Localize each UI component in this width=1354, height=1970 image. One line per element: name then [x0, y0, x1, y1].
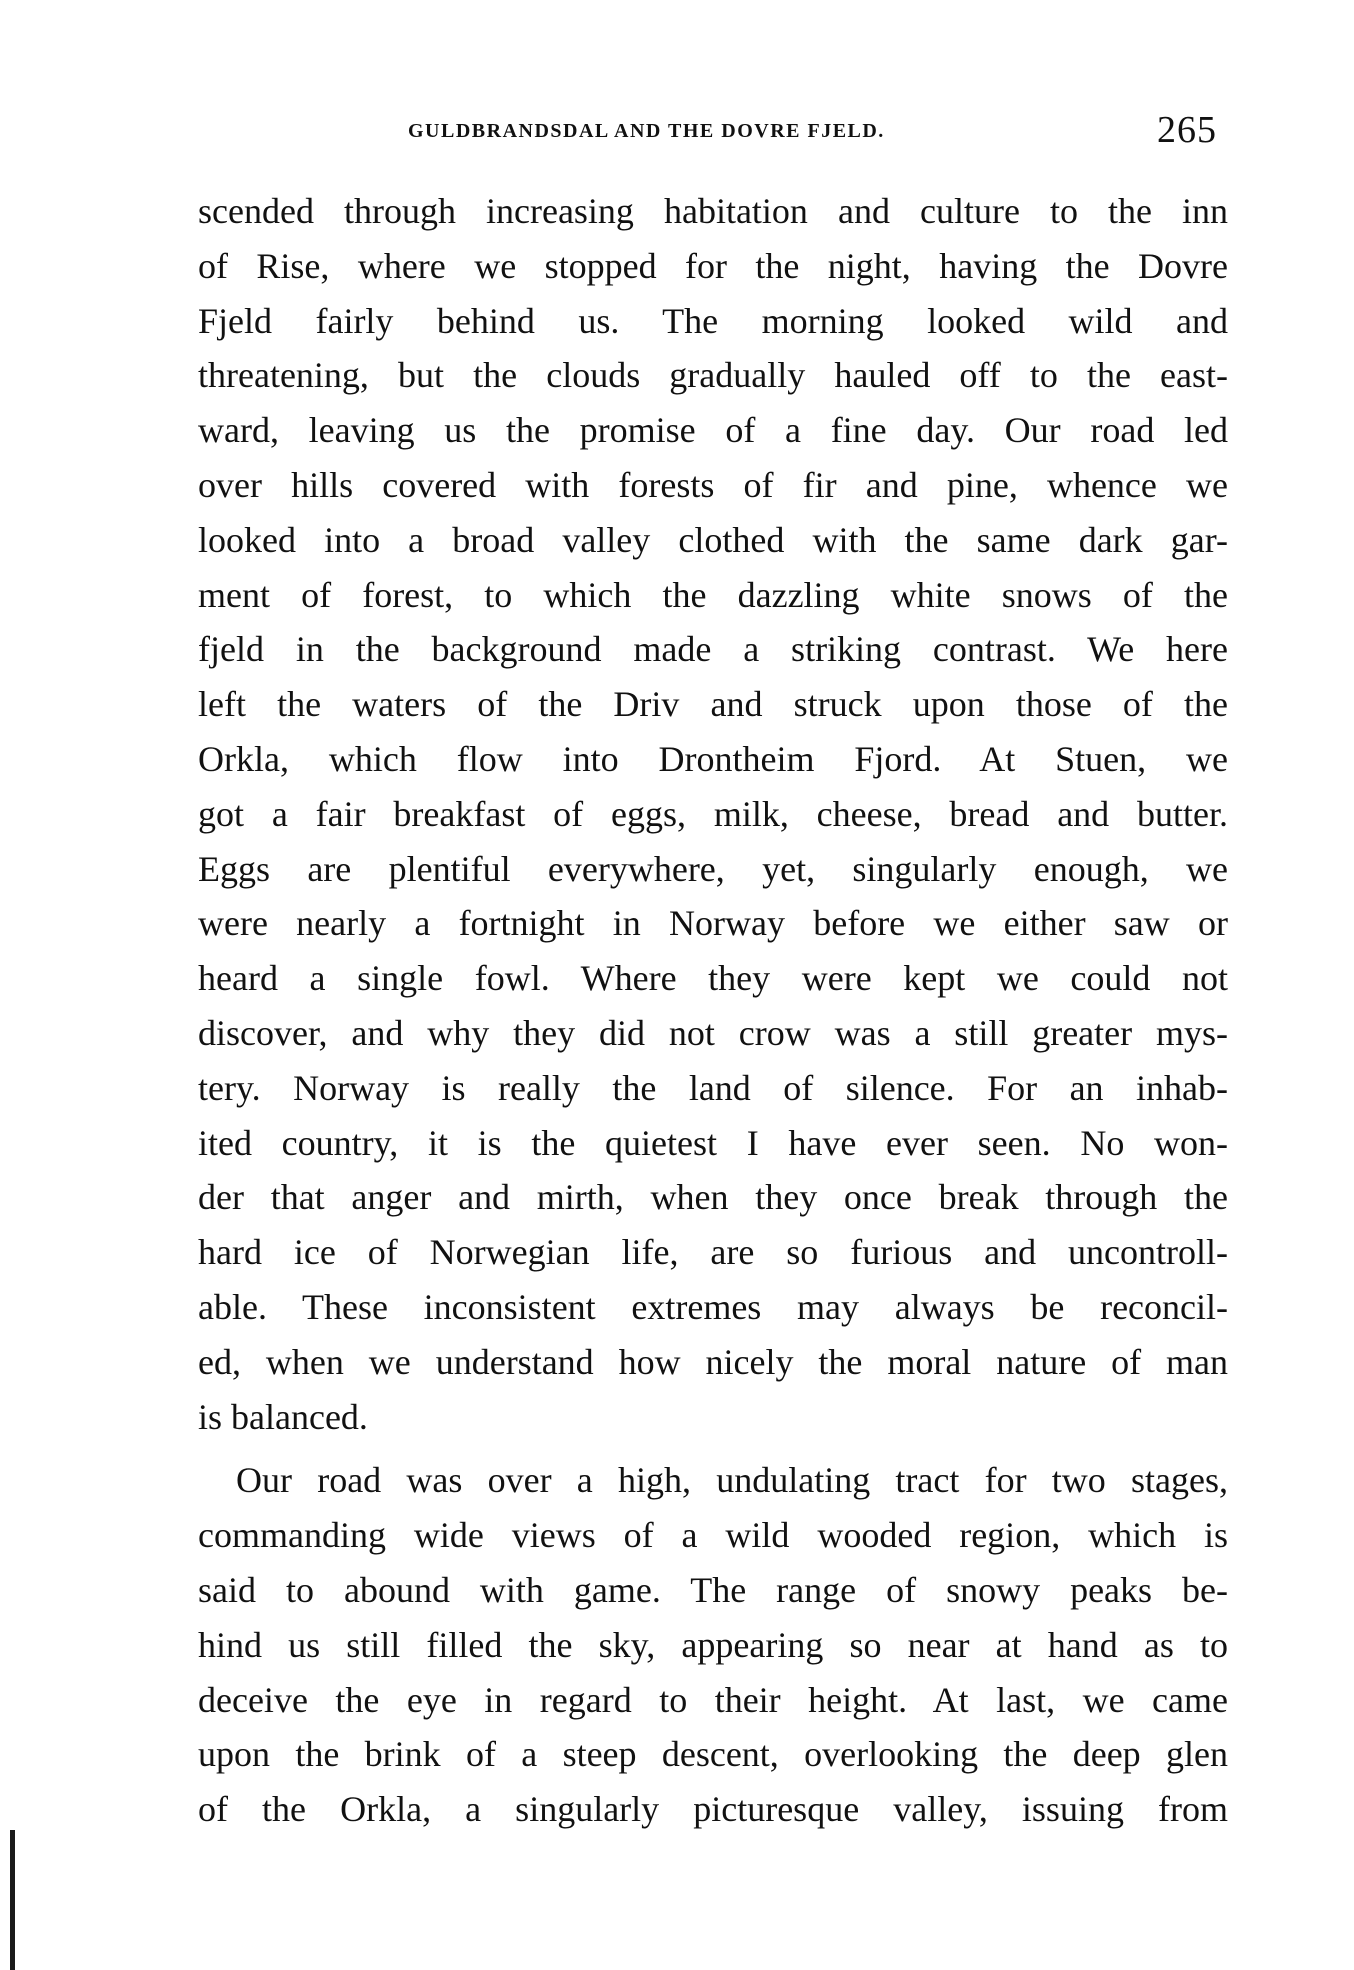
text-line: Eggs are plentiful everywhere, yet, singularly enough, we: [198, 848, 1228, 889]
text-line: Our road was over a high, undulating tract for two stages,: [236, 1460, 1228, 1501]
text-line: over hills covered with forests of fir and pine, whence we: [198, 464, 1228, 505]
text-line: discover, and why they did not crow was a still greater mys-: [198, 1012, 1228, 1053]
text-line: is balanced.: [198, 1396, 368, 1437]
text-line: threatening, but the clouds gradually hauled off to the east-: [198, 355, 1228, 396]
text-line: hard ice of Norwegian life, are so furious and uncontroll-: [198, 1232, 1228, 1273]
text-line: got a fair breakfast of eggs, milk, cheese, bread and butter.: [198, 793, 1228, 834]
running-title: GULDBRANDSDAL AND THE DOVRE FJELD.: [408, 120, 885, 142]
text-line: Fjeld fairly behind us. The morning looked wild and: [198, 300, 1228, 341]
text-line: of the Orkla, a singularly picturesque valley, issuing from: [198, 1789, 1228, 1830]
text-line: ed, when we understand how nicely the moral nature of man: [198, 1341, 1228, 1382]
paragraph-1: [198, 184, 1228, 1444]
body-text: [198, 184, 1228, 1837]
text-line: commanding wide views of a wild wooded region, which is: [198, 1515, 1228, 1556]
text-line: ward, leaving us the promise of a fine day. Our road led: [198, 410, 1228, 451]
text-line: able. These inconsistent extremes may always be reconcil-: [198, 1286, 1228, 1327]
text-line: fjeld in the background made a striking contrast. We here: [198, 629, 1228, 670]
text-line: were nearly a fortnight in Norway before we either saw or: [198, 903, 1228, 944]
text-line: looked into a broad valley clothed with the same dark gar-: [198, 519, 1228, 560]
text-line: of Rise, where we stopped for the night, having the Dovre: [198, 245, 1228, 286]
text-line: der that anger and mirth, when they once break through the: [198, 1177, 1228, 1218]
text-line: left the waters of the Driv and struck upon those of the: [198, 684, 1228, 725]
text-line: said to abound with game. The range of snowy peaks be-: [198, 1569, 1228, 1610]
paragraph-2: [198, 1453, 1228, 1837]
text-line: upon the brink of a steep descent, overlooking the deep glen: [198, 1734, 1228, 1775]
text-line: ment of forest, to which the dazzling white snows of the: [198, 574, 1228, 615]
text-line: deceive the eye in regard to their height. At last, we came: [198, 1679, 1228, 1720]
text-line: heard a single fowl. Where they were kept we could not: [198, 958, 1228, 999]
running-head: [200, 108, 1225, 151]
text-line: tery. Norway is really the land of silence. For an inhab-: [198, 1067, 1228, 1108]
text-line: ited country, it is the quietest I have ever seen. No won-: [198, 1122, 1228, 1163]
page-number: 265: [1157, 109, 1217, 151]
text-line: Orkla, which flow into Drontheim Fjord. At Stuen, we: [198, 738, 1228, 779]
text-line: hind us still filled the sky, appearing so near at hand as to: [198, 1624, 1228, 1665]
page-binding-edge: [10, 1830, 15, 1970]
text-line: scended through increasing habitation and culture to the inn: [198, 191, 1228, 231]
